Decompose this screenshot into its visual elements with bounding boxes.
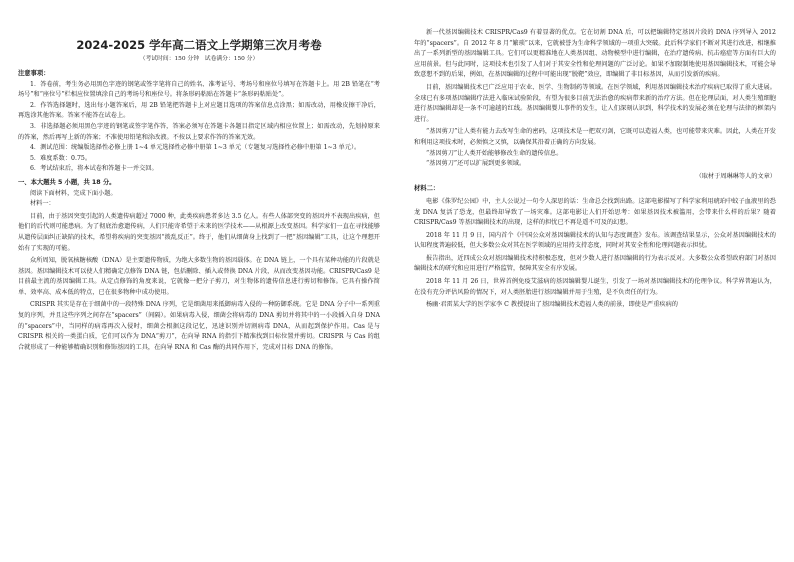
- source-citation: （取材于周琳琳等人的文章）: [695, 172, 776, 180]
- note-item: 4．测试范围：统编版选择性必修上册 1~4 单元选择性必修中册第 1~3 单元（专题复习选择性必修中册第 1~3 单元）。: [30, 144, 361, 152]
- note-item: 3．非选择题必须用黑色字迹的钢笔或签字笔作答，答案必须写在答题卡各题目指定区域内相应位置上；如需改动，先划掉原来的答案，然后再写上新的答案；不准使用铅笔和涂改液。不按以上要求作答的答案无效。: [18, 122, 380, 141]
- paragraph: 众所周知，脱氧核糖核酸（DNA）是主要遗传物质，为绝大多数生物的基因载体。在 DNA 链上，一个具有某种功能的片段就是基因。基因编辑技术可以使人们精确定点修饰 DNA 链，包括删除、插入或替换 DNA 片段，从而改变基因功能。CRISPR/Cas9 是目前最主流的基因编辑工具。从定点修饰的角度来说，它就像一把分子剪刀，对生物体的遗传信息进行剪切和修饰。它具有操作简单、效率高、成本低的特点，已在很多物种中成功使用。: [18, 257, 380, 296]
- note-item: 6．考试结束后，将本试卷和答题卡一并交回。: [30, 165, 158, 173]
- paragraph: 电影《侏罗纪公园》中，主人公说过一句令人深思的话：生命总会找到出路。这部电影描写了科学家利用琥珀中蚊子血液里的恐龙 DNA 复活了恐龙，但最终却导致了一场灾难。这部电影让人们开始思考：如果基因技术被滥用，会带来什么样的后果？随着 CRISPR/Cas9 等基因编辑技术的出现，这样的担忧已不再是遥不可及的幻想。: [414, 197, 776, 227]
- paragraph: 2018 年 11 月 26 日，世界首例免疫艾滋病的基因编辑婴儿诞生，引发了一场对基因编辑技术的伦理争议。科学界普遍认为，在没有充分评估风险的情况下，对人类胚胎进行基因编辑并用于生殖，是不负责任的行为。: [414, 278, 776, 296]
- material-label: 材料一：: [30, 200, 55, 208]
- paragraph: “基因剪刀”还可以扩展到更多领域。: [426, 160, 526, 168]
- left-column: [18, 28, 380, 353]
- paragraph: “基因剪刀”让人类有能力去改写生命的密码，这项技术是一把双刃剑，它既可以造福人类，也可能带来灾难。因此，人类在开发和利用这项技术时，必须慎之又慎，以确保其沿着正确的方向发展。: [414, 128, 776, 146]
- exam-info: （考试时间：150 分钟 试卷满分：150 分）: [139, 56, 259, 62]
- material-label: 材料二：: [414, 185, 440, 193]
- page-title: 2024-2025 学年高二语文上学期第三次月考卷: [76, 38, 322, 52]
- paragraph: 目前，由于基因突变引起的人类遗传病超过 7000 种，此类疾病患者多达 3.5 亿人。有些人体部突变的基因并不表现出疾病，但他们的后代则可能患病。为了彻底治愈遗传病，人们只能寄希望于未来的医学技术——从根源上改变基因。科学家们一直在寻找能够从遗传层面纠正缺陷的技术，希望将疾病的突变基因“拨乱反正”。终于，他们从细菌身上找到了一把“基因编辑”工具，让这个理想开始有了实现的可能。: [18, 212, 380, 252]
- note-item: 2．作答选择题时，选出每小题答案后，用 2B 铅笔把答题卡上对应题目选项的答案信息点涂黑；如需改动，用橡皮擦干净后，再选涂其他答案。答案不能答在试卷上。: [18, 101, 380, 120]
- instruction: 阅读下面材料，完成下面小题。: [30, 189, 117, 197]
- section-heading: 一、本大题共 5 小题，共 18 分。: [18, 178, 116, 186]
- paragraph: CRISPR 其实是存在于细菌中的一段特殊 DNA 序列，它是细菌用来抵御病毒入侵的一种防御系统。它是 DNA 分子中一系列重复的序列，并且这些序列之间存在“spacers”（间隔）。如果病毒入侵，细菌会将病毒的 DNA 剪切并将其中的一小段插入自身 DNA 的“spacers”中，当同样的病毒再次入侵时，细菌会根据这段记忆，迅速识别并切割病毒 DNA，从而起到保护作用。Cas 是与 CRISPR 相关的一类蛋白质，它们可以作为 DNA“剪刀”，在向导 RNA 的指引下精准找到目标位置并剪切。CRISPR 与 Cas 的组合就形成了一种能够精确识别和修饰基因的工具，在向导 RNA 和 Cas 酶的共同作用下，完成对目标 DNA 的修饰。: [18, 301, 380, 351]
- paragraph: 杨幽·君雷某大学的医学家李 C 教授提出了基因编辑技术造福人类的前景，即使是严重疾病的: [426, 301, 678, 309]
- note-item: 5．难度系数：0.75。: [30, 154, 92, 162]
- right-column: [414, 28, 776, 311]
- paragraph: “基因剪刀”让人类开始能够修改生命的遗传信息。: [426, 149, 563, 157]
- paragraph: 目前，基因编辑技术已广泛应用于农业、医学、生物制药等领域。在医学领域，利用基因编辑技术治疗疾病已取得了重大进展。全球已有多项基因编辑疗法进入临床试验阶段，有望为很多目前无法治愈的疾病带来新的治疗方法。但在伦理层面，对人类生殖细胞进行基因编辑却是一条不可逾越的红线。基因编辑婴儿事件的发生，让人们深刻认识到，科学技术的发展必须在伦理与法律的框架内进行。: [414, 83, 776, 123]
- note-item: 1．答卷前，考生务必用黑色字迹的钢笔或签字笔将自己的姓名、准考证号、考场号和座位号填写在答题卡上。用 2B 铅笔在“考场号”和“座位号”栏相应位置填涂自己的考场号和座位号。将条形码粘贴在答题卡“条形码粘贴处”。: [18, 80, 380, 99]
- notes-heading: 注意事项：: [18, 70, 50, 77]
- paragraph: 报告指出，近四成公众对基因编辑技术持积极态度，但对少数人进行基因编辑的行为表示反对。大多数公众希望政府部门对基因编辑技术的研究和应用进行严格监管，保障其安全有序发展。: [414, 254, 776, 273]
- paragraph: 新一代基因编辑技术 CRISPR/Cas9 有着显著的优点。它在切割 DNA 后，可以把编辑特定基因片段的 DNA 序列导入 2012 年的“spacers”。自 2012 年 8 月“繁琐”以来，它就被誉为生命科学领域的一项重大突破。此后科学家们不断对其进行改进，相继推出了一系列新型的基因编辑工具。它们可以更精准地在人类基因组、动物模型中进行编辑，在治疗遗传病、抗击癌症等方面有巨大的应用前景。但与此同时，这项技术也引发了人们对于其安全性和伦理问题的广泛讨论。如果不加限制地使用基因编辑技术，可能会导致意想不到的后果，例如，在基因编辑的过程中可能出现“脱靶”效应，即编辑了非目标基因，从而引发新的疾病。: [414, 29, 776, 79]
- paragraph: 2018 年 11 月 9 日，国内首个《中国公众对基因编辑技术的认知与态度调查》发布。该调查结果显示，公众对基因编辑技术的认知程度普遍较低，但大多数公众对其在医学领域的应用持支持态度，同时对其安全性和伦理问题表示担忧。: [414, 231, 776, 250]
